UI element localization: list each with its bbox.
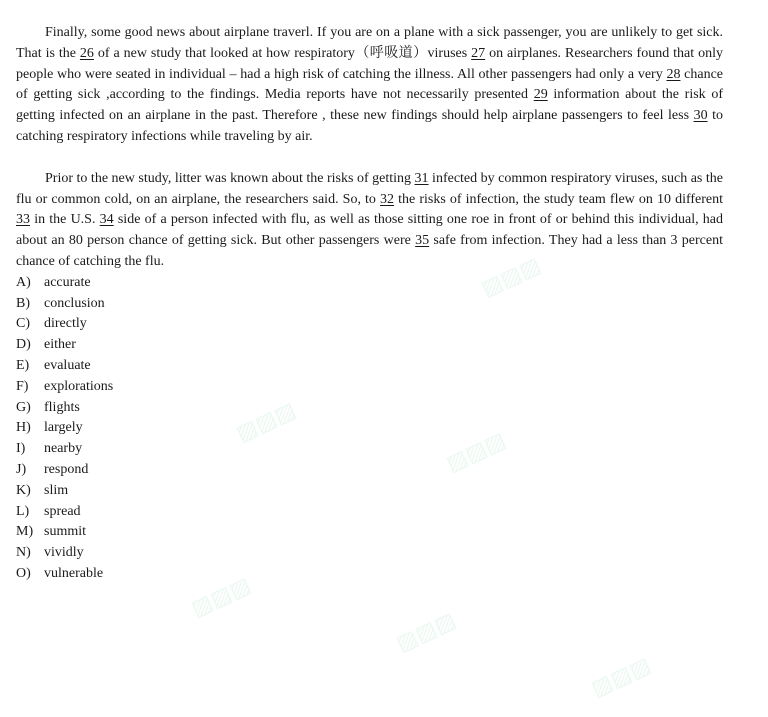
blank-34: 34	[99, 212, 114, 228]
option-a	[16, 273, 723, 294]
watermark-mark: ▨▨▨	[392, 607, 460, 658]
option-word: spread	[44, 503, 81, 519]
option-k	[16, 481, 723, 502]
option-letter: B)	[16, 295, 30, 311]
option-word: either	[44, 337, 76, 353]
passage-text: safe from infection. They had a less than 3 percent chance of catching the flu.	[16, 233, 723, 269]
passage-text: infected by common respiratory viruses, such as the flu or common cold, on an airplane, the researchers said. So, to	[16, 170, 723, 207]
option-g	[16, 398, 723, 419]
option-word: directly	[44, 316, 87, 332]
watermark-mark: ▨▨▨	[187, 572, 255, 623]
option-word: vividly	[44, 545, 84, 561]
blank-27: 27	[471, 45, 486, 61]
option-letter: O)	[16, 565, 31, 581]
option-word: accurate	[44, 274, 91, 290]
watermark-mark: ▨▨▨	[442, 427, 510, 478]
option-l	[16, 502, 723, 523]
option-letter: N)	[16, 545, 31, 561]
option-word: summit	[44, 524, 87, 540]
option-m	[16, 522, 723, 543]
option-c	[16, 314, 723, 335]
option-word: conclusion	[44, 295, 105, 311]
word-bank-options	[16, 273, 723, 585]
option-d	[16, 335, 723, 356]
option-word: slim	[44, 482, 69, 498]
passage-text: the risks of infection, the study team flew on 10 different	[394, 191, 724, 207]
blank-33: 33	[16, 212, 30, 228]
option-letter: F)	[16, 378, 29, 394]
option-h	[16, 418, 723, 439]
option-letter: H)	[16, 420, 31, 436]
blank-26: 26	[79, 45, 94, 61]
option-b	[16, 294, 723, 315]
option-f	[16, 377, 723, 398]
option-letter: L)	[16, 503, 30, 519]
passage-text: Finally, some good news about airplane traverl. If you are on a plane with a sick passenger, you are unlikely to get sick. That is the	[16, 25, 723, 61]
passage-text: side of a person infected with flu, as well as those sitting one roe in front of or behind this individual, had about an 80 person chance of getting sick. But other passengers were	[16, 212, 724, 249]
option-letter: D)	[16, 337, 31, 353]
option-word: explorations	[44, 378, 114, 394]
option-letter: E)	[16, 357, 30, 373]
blank-32: 32	[380, 191, 395, 207]
option-word: largely	[44, 420, 83, 436]
option-letter: I)	[16, 441, 26, 457]
passage-paragraph-1	[16, 23, 723, 148]
option-word: flights	[44, 399, 80, 415]
watermark-mark: ▨▨▨	[232, 397, 300, 448]
blank-31: 31	[414, 170, 429, 186]
passage-text: in the U.S.	[30, 212, 100, 228]
blank-30: 30	[693, 108, 708, 124]
option-letter: K)	[16, 482, 31, 498]
watermark-mark: ▨▨▨	[477, 252, 545, 303]
passage-text: of a new study that looked at how respiratory（呼吸道）viruses	[93, 45, 472, 61]
option-letter: C)	[16, 316, 30, 332]
blank-29: 29	[533, 87, 548, 103]
option-letter: M)	[16, 524, 34, 540]
passage-text: chance of getting sick ,according to the findings. Media reports have not necessarily presented	[16, 66, 724, 103]
option-o	[16, 564, 723, 585]
blank-35: 35	[415, 233, 430, 249]
option-word: evaluate	[44, 357, 91, 373]
option-word: respond	[44, 461, 89, 477]
option-word: nearby	[44, 441, 83, 457]
option-letter: G)	[16, 399, 31, 415]
passage-text: to catching respiratory infections while traveling by air.	[16, 108, 723, 144]
passage-paragraph-2	[16, 169, 723, 273]
passage-text: information about the risk of getting infected on an airplane in the past. Therefore , these new findings should help airplane passengers to feel less	[16, 87, 724, 124]
option-word: vulnerable	[44, 565, 104, 581]
passage-text: on airplanes. Researchers found that only people who were seated in individual – had a high risk of catching the illness. All other passengers had only a very	[16, 45, 723, 82]
option-letter: J)	[16, 461, 27, 477]
option-n	[16, 543, 723, 564]
document-page	[16, 23, 723, 585]
passage-text: Prior to the new study, litter was known about the risks of getting	[45, 170, 415, 186]
blank-28: 28	[666, 66, 681, 82]
option-i	[16, 439, 723, 460]
option-letter: A)	[16, 274, 31, 290]
option-j	[16, 460, 723, 481]
option-e	[16, 356, 723, 377]
watermark-mark: ▨▨▨	[587, 652, 655, 703]
